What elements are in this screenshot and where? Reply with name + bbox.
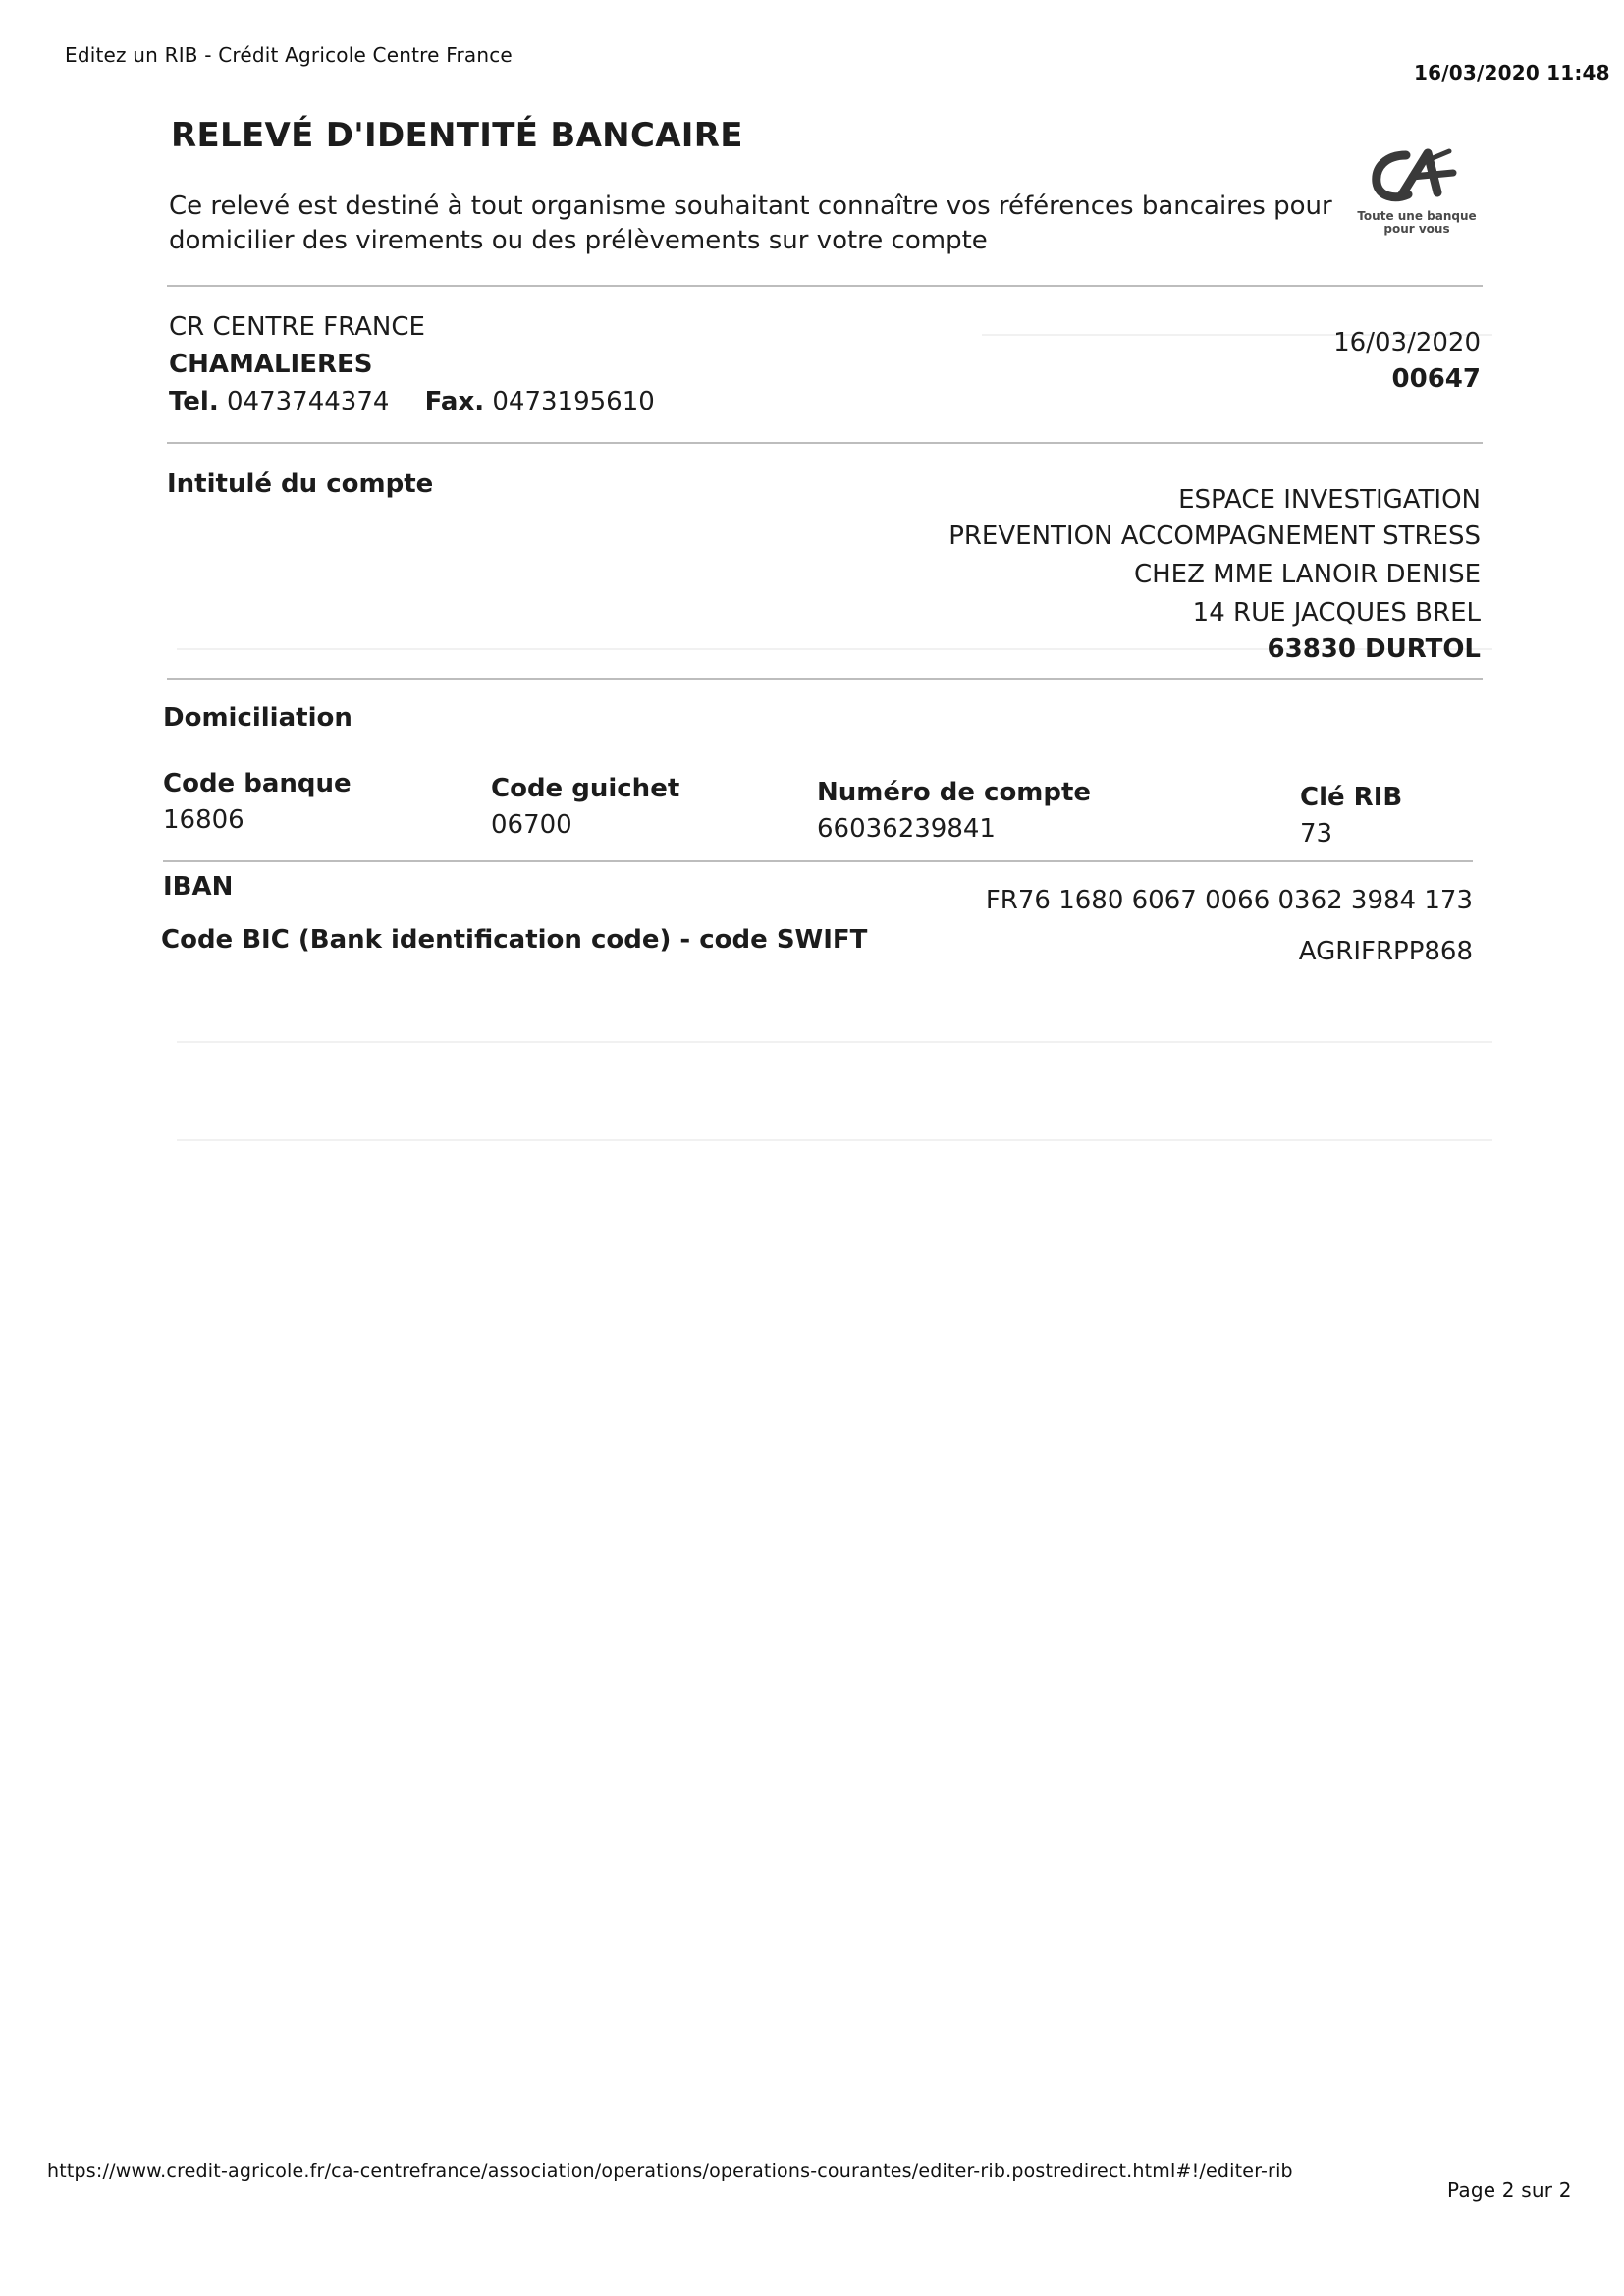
- cle-rib-label: Clé RIB: [1300, 783, 1403, 812]
- fax-value: 0473195610: [492, 387, 655, 416]
- tel-label: Tel.: [169, 387, 219, 416]
- code-banque-label: Code banque: [163, 769, 352, 798]
- agency-phone-row: [169, 387, 655, 416]
- ghost-divider-3: [177, 1041, 1492, 1043]
- print-footer-url: https://www.credit-agricole.fr/ca-centrefrance/association/operations/operations-courantes/editer-rib.postredirect.html#!/editer-rib: [47, 2160, 1293, 2182]
- iban-value: FR76 1680 6067 0066 0362 3984 173: [985, 886, 1473, 915]
- document-subtitle-line1: Ce relevé est destiné à tout organisme souhaitant connaître vos références bancaires pour: [169, 191, 1332, 221]
- logo-tagline-line1: Toute une banque: [1357, 209, 1477, 223]
- numero-compte-value: 66036239841: [817, 814, 996, 844]
- credit-agricole-logo: [1343, 147, 1490, 255]
- account-holder-line2: PREVENTION ACCOMPAGNEMENT STRESS: [948, 521, 1481, 551]
- tel-value: 0473744374: [226, 387, 390, 416]
- numero-compte-label: Numéro de compte: [817, 778, 1092, 807]
- code-banque-value: 16806: [163, 805, 244, 835]
- ca-logo-mark-icon: [1343, 147, 1490, 210]
- fax-label: Fax.: [424, 387, 485, 416]
- document-subtitle-line2: domicilier des virements ou des prélèvements sur votre compte: [169, 226, 988, 255]
- account-holder-line4: 14 RUE JACQUES BREL: [1192, 598, 1481, 628]
- iban-label: IBAN: [163, 872, 234, 902]
- code-guichet-value: 06700: [491, 810, 572, 840]
- account-holder-line3: CHEZ MME LANOIR DENISE: [1133, 560, 1481, 589]
- document-date: 16/03/2020: [1333, 328, 1481, 357]
- code-guichet-label: Code guichet: [491, 774, 680, 803]
- agency-name: CR CENTRE FRANCE: [169, 312, 425, 342]
- agency-code: 00647: [1391, 364, 1481, 394]
- bic-label: Code BIC (Bank identification code) - code SWIFT: [161, 925, 868, 955]
- account-holder-label: Intitulé du compte: [167, 469, 434, 499]
- logo-tagline-line2: pour vous: [1383, 222, 1450, 236]
- domiciliation-label: Domiciliation: [163, 703, 352, 733]
- divider-before-iban: [163, 860, 1473, 862]
- ghost-divider-4: [177, 1139, 1492, 1141]
- print-footer-page: Page 2 sur 2: [1447, 2178, 1572, 2202]
- divider-after-holder: [167, 678, 1483, 680]
- print-header-title: Editez un RIB - Crédit Agricole Centre France: [65, 43, 513, 67]
- agency-city: CHAMALIERES: [169, 350, 373, 379]
- logo-tagline: [1343, 210, 1490, 236]
- bic-value: AGRIFRPP868: [1298, 937, 1473, 966]
- divider-after-agency: [167, 442, 1483, 444]
- print-header-datetime: 16/03/2020 11:48: [1414, 61, 1610, 84]
- cle-rib-value: 73: [1300, 819, 1333, 848]
- account-holder-line5: 63830 DURTOL: [1267, 634, 1481, 664]
- divider-after-title: [167, 285, 1483, 287]
- document-title: RELEVÉ D'IDENTITÉ BANCAIRE: [171, 116, 743, 155]
- account-holder-line1: ESPACE INVESTIGATION: [1178, 485, 1481, 515]
